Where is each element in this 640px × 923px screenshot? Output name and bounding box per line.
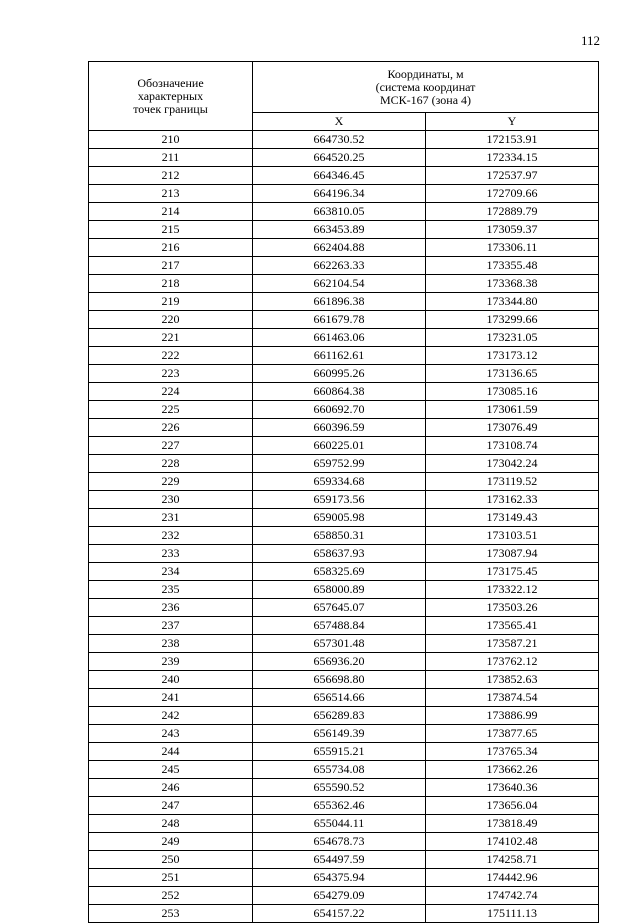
y-coordinate-cell: 173852.63	[426, 671, 599, 689]
y-coordinate-cell: 173877.65	[426, 725, 599, 743]
point-cell: 233	[89, 545, 253, 563]
point-cell: 252	[89, 887, 253, 905]
point-cell: 250	[89, 851, 253, 869]
table-row	[89, 329, 599, 347]
x-column-header: X	[253, 113, 426, 131]
x-coordinate-cell: 656289.83	[253, 707, 426, 725]
x-coordinate-cell: 658850.31	[253, 527, 426, 545]
point-cell: 228	[89, 455, 253, 473]
point-cell: 214	[89, 203, 253, 221]
coordinates-table	[88, 61, 599, 923]
point-cell: 248	[89, 815, 253, 833]
point-cell: 222	[89, 347, 253, 365]
point-cell: 236	[89, 599, 253, 617]
table-row	[89, 509, 599, 527]
coords-header-line: Координаты, м	[387, 66, 464, 81]
table-row	[89, 455, 599, 473]
y-coordinate-cell: 173368.38	[426, 275, 599, 293]
y-coordinate-cell: 173762.12	[426, 653, 599, 671]
table-row	[89, 887, 599, 905]
y-coordinate-cell: 173662.26	[426, 761, 599, 779]
point-cell: 243	[89, 725, 253, 743]
point-cell: 216	[89, 239, 253, 257]
table-row	[89, 437, 599, 455]
point-header-line: Обозначение	[137, 75, 204, 90]
table-row	[89, 185, 599, 203]
x-coordinate-cell: 664520.25	[253, 149, 426, 167]
y-coordinate-cell: 173175.45	[426, 563, 599, 581]
x-coordinate-cell: 654157.22	[253, 905, 426, 923]
x-coordinate-cell: 660692.70	[253, 401, 426, 419]
x-coordinate-cell: 664730.52	[253, 131, 426, 149]
x-coordinate-cell: 655044.11	[253, 815, 426, 833]
table-row	[89, 275, 599, 293]
point-cell: 219	[89, 293, 253, 311]
x-coordinate-cell: 658000.89	[253, 581, 426, 599]
y-coordinate-cell: 173136.65	[426, 365, 599, 383]
x-coordinate-cell: 654497.59	[253, 851, 426, 869]
table-row	[89, 419, 599, 437]
y-coordinate-cell: 174442.96	[426, 869, 599, 887]
point-cell: 217	[89, 257, 253, 275]
y-coordinate-cell: 173059.37	[426, 221, 599, 239]
y-coordinate-cell: 173344.80	[426, 293, 599, 311]
point-cell: 227	[89, 437, 253, 455]
y-coordinate-cell: 174102.48	[426, 833, 599, 851]
point-cell: 223	[89, 365, 253, 383]
y-coordinate-cell: 173818.49	[426, 815, 599, 833]
y-coordinate-cell: 173087.94	[426, 545, 599, 563]
point-cell: 221	[89, 329, 253, 347]
x-coordinate-cell: 663453.89	[253, 221, 426, 239]
y-coordinate-cell: 173076.49	[426, 419, 599, 437]
point-cell: 231	[89, 509, 253, 527]
table-row	[89, 851, 599, 869]
x-coordinate-cell: 660225.01	[253, 437, 426, 455]
x-coordinate-cell: 662263.33	[253, 257, 426, 275]
table-row	[89, 365, 599, 383]
point-cell: 245	[89, 761, 253, 779]
x-coordinate-cell: 664196.34	[253, 185, 426, 203]
y-coordinate-cell: 172334.15	[426, 149, 599, 167]
point-cell: 235	[89, 581, 253, 599]
y-coordinate-cell: 173765.34	[426, 743, 599, 761]
point-cell: 241	[89, 689, 253, 707]
point-cell: 211	[89, 149, 253, 167]
x-coordinate-cell: 661162.61	[253, 347, 426, 365]
point-cell: 220	[89, 311, 253, 329]
x-coordinate-cell: 656149.39	[253, 725, 426, 743]
y-coordinate-cell: 173640.36	[426, 779, 599, 797]
table-row	[89, 545, 599, 563]
y-coordinate-cell: 172889.79	[426, 203, 599, 221]
point-cell: 229	[89, 473, 253, 491]
y-coordinate-cell: 172709.66	[426, 185, 599, 203]
table-row	[89, 239, 599, 257]
x-coordinate-cell: 655734.08	[253, 761, 426, 779]
table-row	[89, 599, 599, 617]
table-row	[89, 653, 599, 671]
point-cell: 239	[89, 653, 253, 671]
x-coordinate-cell: 655590.52	[253, 779, 426, 797]
table-body	[89, 131, 599, 923]
table-row	[89, 149, 599, 167]
table-row	[89, 527, 599, 545]
table-row	[89, 869, 599, 887]
table-row	[89, 833, 599, 851]
point-cell: 247	[89, 797, 253, 815]
table-row	[89, 257, 599, 275]
y-coordinate-cell: 175111.13	[426, 905, 599, 923]
table-row	[89, 671, 599, 689]
y-coordinate-cell: 173085.16	[426, 383, 599, 401]
table-row	[89, 779, 599, 797]
point-cell: 218	[89, 275, 253, 293]
table-row	[89, 905, 599, 923]
table-row	[89, 797, 599, 815]
x-coordinate-cell: 657488.84	[253, 617, 426, 635]
point-cell: 226	[89, 419, 253, 437]
x-coordinate-cell: 659752.99	[253, 455, 426, 473]
coords-header-line: (система координат	[375, 79, 476, 94]
y-coordinate-cell: 172153.91	[426, 131, 599, 149]
coordinates-header	[253, 62, 599, 113]
y-coordinate-cell: 174742.74	[426, 887, 599, 905]
table-row	[89, 743, 599, 761]
point-cell: 210	[89, 131, 253, 149]
x-coordinate-cell: 663810.05	[253, 203, 426, 221]
y-coordinate-cell: 173162.33	[426, 491, 599, 509]
point-cell: 251	[89, 869, 253, 887]
y-coordinate-cell: 173299.66	[426, 311, 599, 329]
table-row	[89, 131, 599, 149]
table-row	[89, 167, 599, 185]
y-coordinate-cell: 173874.54	[426, 689, 599, 707]
y-coordinate-cell: 173503.26	[426, 599, 599, 617]
x-coordinate-cell: 656514.66	[253, 689, 426, 707]
y-coordinate-cell: 173587.21	[426, 635, 599, 653]
coords-header-line: МСК-167 (зона 4)	[379, 92, 472, 107]
point-cell: 224	[89, 383, 253, 401]
x-coordinate-cell: 660864.38	[253, 383, 426, 401]
x-coordinate-cell: 658637.93	[253, 545, 426, 563]
point-cell: 244	[89, 743, 253, 761]
table-row	[89, 293, 599, 311]
table-header	[89, 62, 599, 131]
point-cell: 232	[89, 527, 253, 545]
x-coordinate-cell: 660396.59	[253, 419, 426, 437]
x-coordinate-cell: 657301.48	[253, 635, 426, 653]
point-cell: 213	[89, 185, 253, 203]
y-coordinate-cell: 172537.97	[426, 167, 599, 185]
point-cell: 240	[89, 671, 253, 689]
point-cell: 249	[89, 833, 253, 851]
point-designation-header	[89, 62, 253, 131]
point-header-line: точек границы	[133, 101, 208, 116]
x-coordinate-cell: 656936.20	[253, 653, 426, 671]
point-cell: 230	[89, 491, 253, 509]
point-cell: 253	[89, 905, 253, 923]
y-coordinate-cell: 173355.48	[426, 257, 599, 275]
x-coordinate-cell: 662104.54	[253, 275, 426, 293]
x-coordinate-cell: 658325.69	[253, 563, 426, 581]
y-column-header: Y	[426, 113, 599, 131]
page-number: 112	[580, 33, 600, 48]
x-coordinate-cell: 664346.45	[253, 167, 426, 185]
x-coordinate-cell: 661463.06	[253, 329, 426, 347]
x-coordinate-cell: 662404.88	[253, 239, 426, 257]
table-row	[89, 635, 599, 653]
x-coordinate-cell: 661896.38	[253, 293, 426, 311]
y-coordinate-cell: 173103.51	[426, 527, 599, 545]
table-row	[89, 491, 599, 509]
y-coordinate-cell: 173061.59	[426, 401, 599, 419]
point-header-line: характерных	[137, 88, 204, 103]
y-coordinate-cell: 173119.52	[426, 473, 599, 491]
point-cell: 238	[89, 635, 253, 653]
table-row	[89, 761, 599, 779]
point-cell: 215	[89, 221, 253, 239]
table-row	[89, 617, 599, 635]
y-coordinate-cell: 173656.04	[426, 797, 599, 815]
x-coordinate-cell: 660995.26	[253, 365, 426, 383]
y-coordinate-cell: 173149.43	[426, 509, 599, 527]
table-row	[89, 725, 599, 743]
table-row	[89, 401, 599, 419]
x-coordinate-cell: 655362.46	[253, 797, 426, 815]
table-row	[89, 707, 599, 725]
x-coordinate-cell: 655915.21	[253, 743, 426, 761]
point-cell: 212	[89, 167, 253, 185]
x-coordinate-cell: 659334.68	[253, 473, 426, 491]
table-row	[89, 221, 599, 239]
table-row	[89, 581, 599, 599]
point-cell: 246	[89, 779, 253, 797]
y-coordinate-cell: 173886.99	[426, 707, 599, 725]
x-coordinate-cell: 654279.09	[253, 887, 426, 905]
y-coordinate-cell: 173173.12	[426, 347, 599, 365]
point-cell: 225	[89, 401, 253, 419]
x-coordinate-cell: 656698.80	[253, 671, 426, 689]
y-coordinate-cell: 173306.11	[426, 239, 599, 257]
table-row	[89, 563, 599, 581]
y-coordinate-cell: 173042.24	[426, 455, 599, 473]
table-row	[89, 347, 599, 365]
table-row	[89, 689, 599, 707]
x-coordinate-cell: 659005.98	[253, 509, 426, 527]
x-coordinate-cell: 657645.07	[253, 599, 426, 617]
y-coordinate-cell: 173565.41	[426, 617, 599, 635]
point-cell: 242	[89, 707, 253, 725]
x-coordinate-cell: 661679.78	[253, 311, 426, 329]
point-cell: 237	[89, 617, 253, 635]
y-coordinate-cell: 173231.05	[426, 329, 599, 347]
table-row	[89, 203, 599, 221]
y-coordinate-cell: 174258.71	[426, 851, 599, 869]
x-coordinate-cell: 654375.94	[253, 869, 426, 887]
table-row	[89, 473, 599, 491]
table-row	[89, 383, 599, 401]
x-coordinate-cell: 654678.73	[253, 833, 426, 851]
y-coordinate-cell: 173108.74	[426, 437, 599, 455]
y-coordinate-cell: 173322.12	[426, 581, 599, 599]
table-row	[89, 815, 599, 833]
table-row	[89, 311, 599, 329]
x-coordinate-cell: 659173.56	[253, 491, 426, 509]
point-cell: 234	[89, 563, 253, 581]
